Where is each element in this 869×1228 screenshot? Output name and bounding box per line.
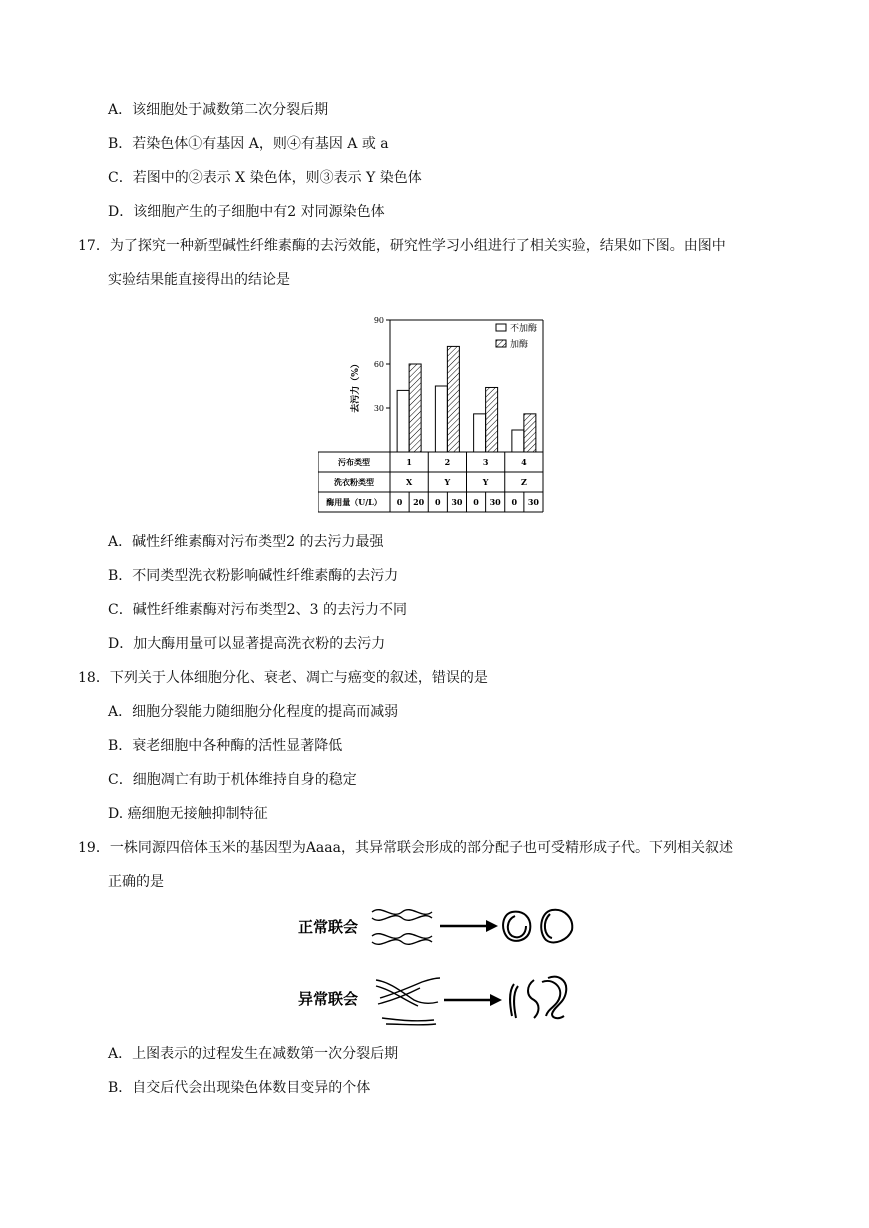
enzyme-amount-cell: 30 [451,497,463,507]
bar-with-enzyme [447,346,459,452]
ring-bivalent-icon [503,910,572,943]
bar-with-enzyme [486,387,498,452]
bar-no-enzyme [474,414,486,452]
arrow-icon [440,920,498,932]
table-row-label: 洗衣粉类型 [334,477,374,487]
enzyme-amount-cell: 30 [527,497,540,507]
q16-option-c: C．若图中的②表示 X 染色体，则③表示 Y 染色体 [108,170,422,186]
bar-no-enzyme [435,386,447,452]
bar-no-enzyme [512,430,524,452]
q18-stem: 18．下列关于人体细胞分化、衰老、凋亡与癌变的叙述，错误的是 [78,670,488,686]
legend-swatch [496,340,506,347]
y-tick-label: 90 [373,316,384,325]
q18-option-b: B．衰老细胞中各种酶的活性显著降低 [108,738,343,754]
pollution-type-cell: 3 [482,457,489,467]
q18-option-a: A．细胞分裂能力随细胞分化程度的提高而减弱 [108,704,399,720]
synapsis-diagram [290,900,590,1030]
detergent-type-cell: Y [482,477,489,487]
q16-option-a: A．该细胞处于减数第二次分裂后期 [108,102,329,118]
bar-with-enzyme [524,414,536,452]
y-tick-label: 60 [373,360,384,369]
legend-label: 加酶 [510,340,529,350]
arrow-icon [444,994,502,1006]
legend-label: 不加酶 [510,324,538,334]
q19-stem-continued: 正确的是 [108,874,164,890]
bar-with-enzyme [409,364,421,452]
q17-option-b: B．不同类型洗衣粉影响碱性纤维素酶的去污力 [108,568,399,584]
pollution-type-cell: 1 [406,457,412,467]
y-tick-label: 30 [373,404,384,413]
enzyme-detergency-chart [318,310,558,516]
q16-option-d: D．该细胞产生的子细胞中有2 对同源染色体 [108,204,385,220]
q19-stem: 19．一株同源四倍体玉米的基因型为Aaaa，其异常联会形成的部分配子也可受精形成子代。下列相关叙述 [78,840,733,856]
q17-stem-continued: 实验结果能直接得出的结论是 [108,272,290,288]
q17-stem: 17．为了探究一种新型碱性纤维素酶的去污效能，研究性学习小组进行了相关实验，结果如下图。由图中 [78,238,726,254]
enzyme-amount-cell: 0 [473,497,479,507]
normal-synapsis-label: 正常联会 [298,918,359,936]
enzyme-amount-cell: 0 [511,497,518,507]
normal-synapsis-chromosomes [372,910,432,945]
q17-option-d: D．加大酶用量可以显著提高洗衣粉的去污力 [108,636,386,652]
detergent-type-cell: X [406,477,413,487]
q18-option-c: C．细胞凋亡有助于机体维持自身的稳定 [108,772,357,788]
bar-no-enzyme [397,390,409,452]
enzyme-amount-cell: 0 [396,497,403,507]
enzyme-amount-cell: 30 [489,497,501,507]
q17-option-a: A．碱性纤维素酶对污布类型2 的去污力最强 [108,534,384,550]
q17-option-c: C．碱性纤维素酶对污布类型2、3 的去污力不同 [108,602,407,618]
y-axis-label: 去污力（%） [351,359,361,413]
legend-swatch [496,324,506,331]
detergent-type-cell: Y [444,477,451,487]
q19-option-b: B．自交后代会出现染色体数目变异的个体 [108,1080,371,1096]
enzyme-amount-cell: 0 [435,497,441,507]
pollution-type-cell: 4 [521,457,527,467]
table-row-label: 污布类型 [338,457,370,467]
table-row-label: 酶用量（U/L） [326,497,382,507]
abnormal-synapsis-label: 异常联会 [298,990,359,1008]
detergent-type-cell: Z [520,477,527,487]
q16-option-b: B．若染色体①有基因 A，则④有基因 A 或 a [108,136,389,152]
q18-option-d: D. 癌细胞无接触抑制特征 [108,806,268,822]
q19-option-a: A．上图表示的过程发生在减数第一次分裂后期 [108,1046,399,1062]
pollution-type-cell: 2 [444,457,451,467]
enzyme-amount-cell: 20 [413,497,425,507]
abnormal-synapsis-chromosomes [376,978,440,1025]
abnormal-bivalent-icon [510,977,566,1018]
